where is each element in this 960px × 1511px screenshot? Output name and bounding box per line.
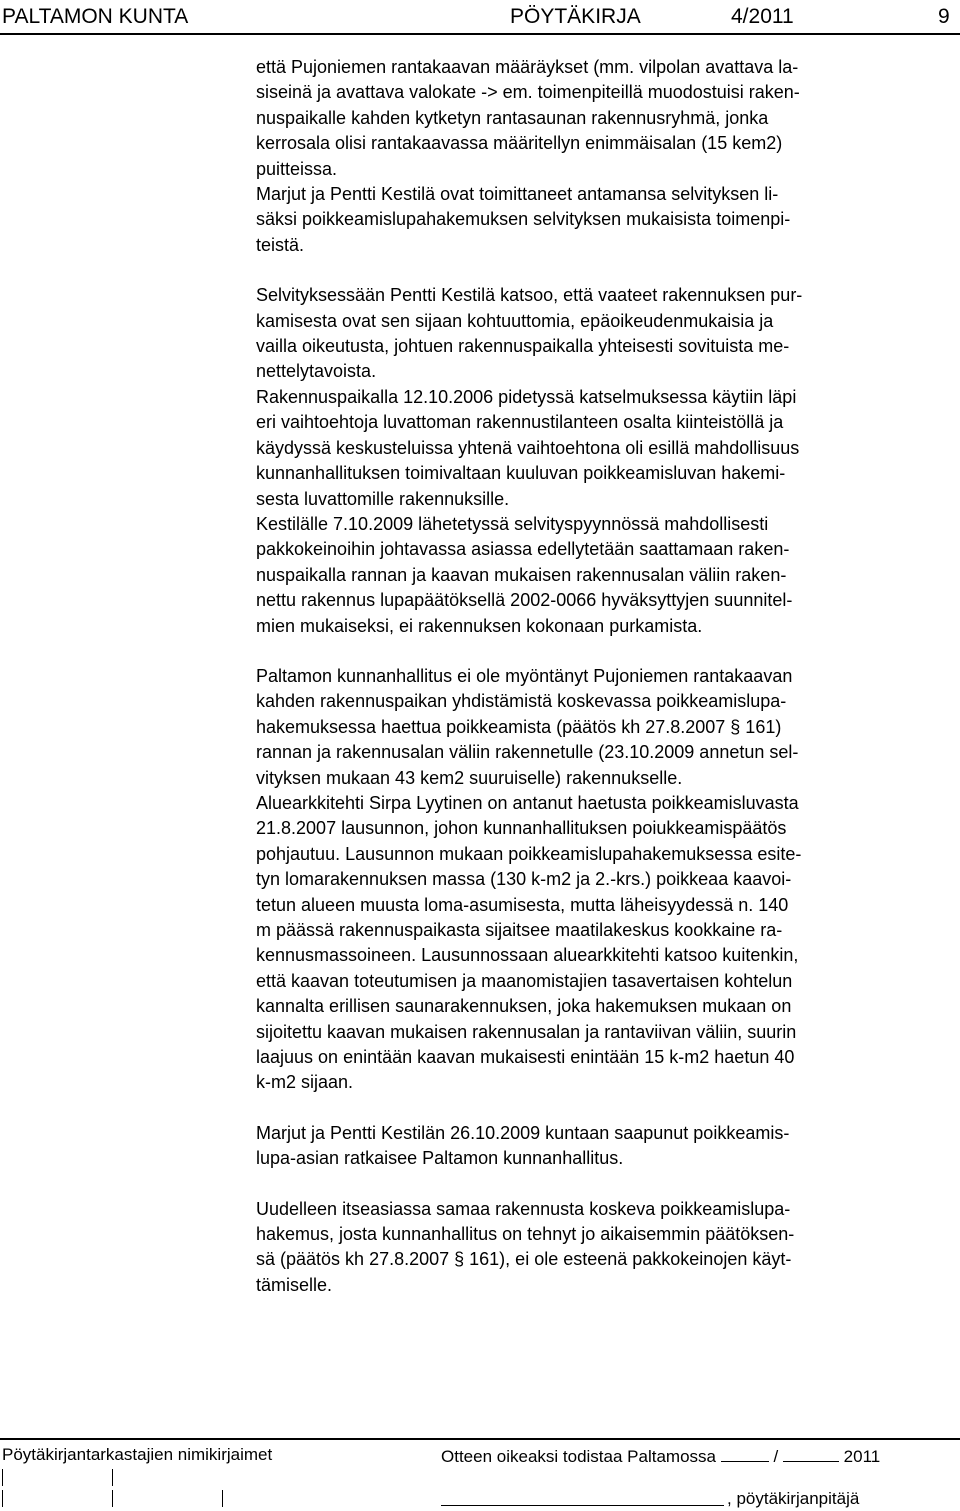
certification-year: 2011 (843, 1447, 881, 1466)
body-line: tyn lomarakennuksen massa (130 k-m2 ja 2.-krs.) poikkeaa kaavoi- (256, 869, 792, 890)
body-line: kerrosala olisi rantakaavassa määritellyn enimmäisalan (15 kem2) (256, 133, 783, 154)
body-line: tetun alueen muusta loma-asumisesta, mutta läheisyydessä n. 140 (256, 894, 789, 915)
document-type: PÖYTÄKIRJA (510, 5, 641, 28)
body-line: 21.8.2007 lausunnon, johon kunnanhallituksen poiukkeamispäätös (256, 818, 787, 839)
initials-divider (2, 1490, 3, 1507)
body-line: nuspaikalle kahden kytketyn rantasaunan rakennusryhmä, jonka (256, 107, 769, 128)
body-line: hakemus, josta kunnanhallitus on tehnyt jo aikaisemmin päätöksen- (256, 1224, 795, 1245)
body-line: pakkokeinoihin johtavassa asiassa edellytetään saattamaan raken- (256, 539, 790, 560)
body-line: mien mukaiseksi, ei rakennuksen kokonaan purkamista. (256, 615, 703, 636)
body-line: sijoitettu kaavan mukaisen rakennusalan ja rantaviivan väliin, suurin (256, 1021, 797, 1042)
body-line: tämiselle. (256, 1274, 333, 1295)
document-number: 4/2011 (731, 5, 794, 28)
body-line: hakemuksessa haettua poikkeamista (päätös kh 27.8.2007 § 161) (256, 716, 782, 737)
body-line: Selvityksessään Pentti Kestilä katsoo, että vaateet rakennuksen pur- (256, 285, 803, 306)
body-line: laajuus on enintään kaavan mukaisesti enintään 15 k-m2 haetun 40 (256, 1047, 795, 1068)
body-line: Uudelleen itseasiassa samaa rakennusta koskeva poikkeamislupa- (256, 1198, 791, 1219)
page-header (0, 0, 960, 35)
body-line: lupa-asian ratkaisee Paltamon kunnanhallitus. (256, 1148, 624, 1169)
day-blank (721, 1445, 769, 1462)
body-line: nuspaikalla rannan ja kaavan mukaisen rakennusalan väliin raken- (256, 564, 787, 585)
body-line: eri vaihtoehtoja luvattoman rakennustilanteen osalta kiinteistöllä ja (256, 412, 784, 433)
clerk-label: , pöytäkirjanpitäjä (727, 1489, 860, 1508)
paragraph-gap (256, 1172, 946, 1197)
body-line: nettelytavoista. (256, 361, 377, 382)
body-line: sä (päätös kh 27.8.2007 § 161), ei ole esteenä pakkokeinojen käyt- (256, 1249, 792, 1270)
body-line: sesta luvattomille rakennuksille. (256, 488, 510, 509)
paragraph-gap (256, 1096, 946, 1121)
clerk-signature-line (441, 1505, 724, 1506)
date-separator: / (773, 1447, 779, 1466)
body-line: kennusmassoineen. Lausunnossaan aluearkkitehti katsoo kuitenkin, (256, 945, 799, 966)
body-line: vityksen mukaan 43 kem2 suuruiselle) rakennukselle. (256, 767, 683, 788)
body-line: teistä. (256, 234, 305, 255)
body-line: että kaavan toteutumisen ja maanomistajien tasavertaisen kohtelun (256, 970, 793, 991)
page-number: 9 (938, 5, 950, 28)
body-line: käydyssä keskusteluissa yhtenä vaihtoehtona oli esillä mahdollisuus (256, 437, 800, 458)
body-line: rannan ja rakennusalan väliin rakennetulle (23.10.2009 annetun sel- (256, 742, 799, 763)
body-line: vailla oikeutusta, johtuen rakennuspaikalla yhteisesti sovituista me- (256, 336, 790, 357)
body-line: Kestilälle 7.10.2009 lähetetyssä selvityspyynnössä mahdollisesti (256, 513, 769, 534)
body-line: Rakennuspaikalla 12.10.2006 pidetyssä katselmuksessa käytiin läpi (256, 386, 797, 407)
body-line: Marjut ja Pentti Kestilän 26.10.2009 kuntaan saapunut poikkeamis- (256, 1122, 790, 1143)
document-body (256, 55, 946, 1298)
organization-name: PALTAMON KUNTA (2, 5, 189, 28)
body-line: kamisesta ovat sen sijaan kohtuuttomia, epäoikeudenmukaisia ja (256, 310, 774, 331)
paragraph-gap (256, 639, 946, 664)
page-footer (0, 1438, 960, 1511)
certification-label: Otteen oikeaksi todistaa Paltamossa (441, 1447, 716, 1466)
body-line: pohjautuu. Lausunnon mukaan poikkeamislupahakemuksessa esite- (256, 843, 802, 864)
initials-divider (222, 1490, 223, 1507)
initials-divider (112, 1490, 113, 1507)
inspectors-initials-label: Pöytäkirjantarkastajien nimikirjaimet (2, 1445, 273, 1464)
initials-divider (2, 1469, 3, 1486)
body-line: k-m2 sijaan. (256, 1072, 354, 1093)
body-line: m päässä rakennuspaikasta sijaitsee maatilakeskus kookkaine ra- (256, 920, 783, 940)
body-line: puitteissa. (256, 158, 338, 179)
body-line: Aluearkkitehti Sirpa Lyytinen on antanut haetusta poikkeamisluvasta (256, 792, 799, 813)
month-blank (783, 1445, 839, 1462)
body-line: säksi poikkeamislupahakemuksen selvityksen mukaisista toimenpi- (256, 209, 791, 230)
paragraph-gap (256, 258, 946, 283)
body-line: kunnanhallituksen toimivaltaan kuuluvan poikkeamisluvan hakemi- (256, 463, 786, 484)
certification-line (441, 1445, 880, 1467)
body-line: kahden rakennuspaikan yhdistämistä koskevassa poikkeamislupa- (256, 691, 787, 712)
initials-divider (112, 1469, 113, 1486)
body-line: Paltamon kunnanhallitus ei ole myöntänyt Pujoniemen rantakaavan (256, 665, 793, 686)
body-line: nettu rakennus lupapäätöksellä 2002-0066 hyväksyttyjen suunnitel- (256, 590, 793, 611)
body-line: siseinä ja avattava valokate -> em. toimenpiteillä muodostuisi raken- (256, 82, 800, 103)
body-line: Marjut ja Pentti Kestilä ovat toimittaneet antamansa selvityksen li- (256, 184, 779, 205)
body-line: että Pujoniemen rantakaavan määräykset (mm. vilpolan avattava la- (256, 57, 799, 77)
body-line: kannalta erillisen saunarakennuksen, joka hakemuksen mukaan on (256, 996, 792, 1017)
